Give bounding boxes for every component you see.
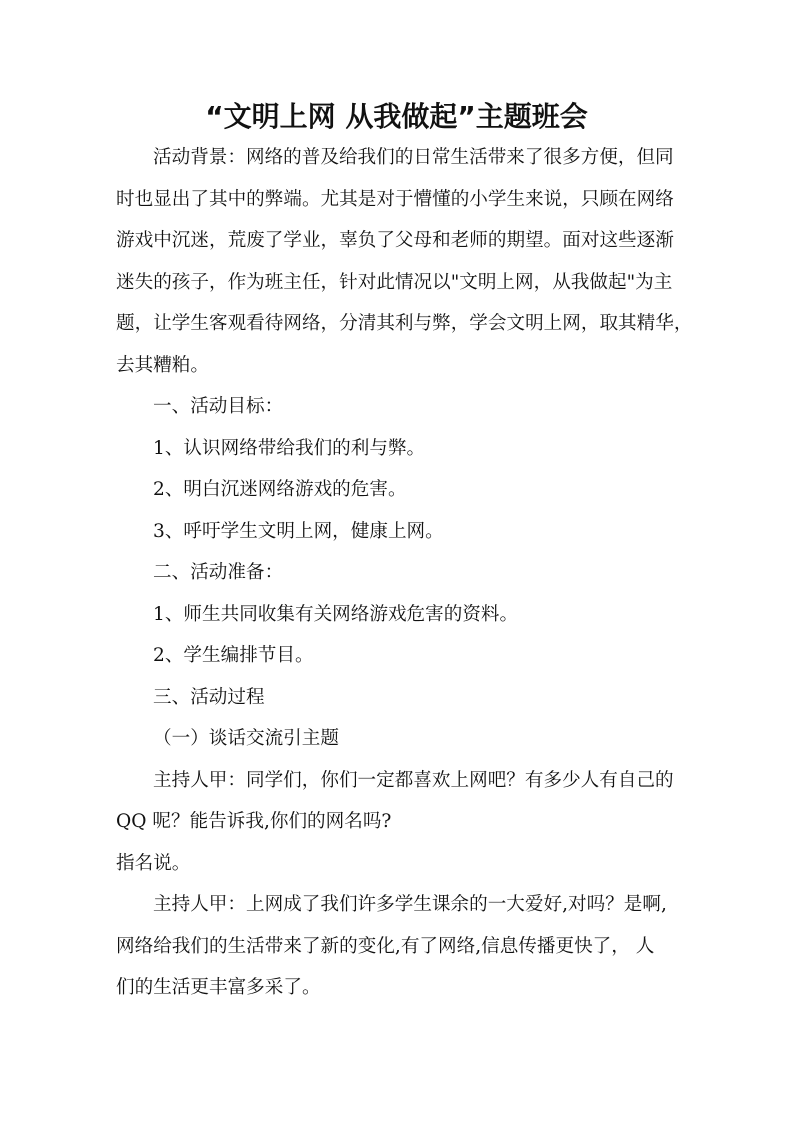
- text-line: 1、认识网络带给我们的利与弊。: [153, 437, 426, 459]
- text-line: 指名说。: [116, 852, 191, 874]
- text-line: 主持人甲：上网成了我们许多学生课余的一大爱好,对吗？是啊,: [153, 894, 667, 915]
- text-line: 主持人甲：同学们，你们一定都喜欢上网吧？有多少人有自己的: [153, 769, 674, 791]
- text-line: QQ 呢？能告诉我,你们的网名吗?: [116, 811, 392, 832]
- text-line: 迷失的孩子，作为班主任，针对此情况以"文明上网，从我做起"为主: [116, 271, 673, 293]
- text-line: 2、学生编排节目。: [153, 645, 314, 666]
- text-line: 三、活动过程: [153, 686, 265, 708]
- document-title: “文明上网 从我做起”主题班会: [205, 100, 588, 133]
- document-body: [116, 137, 693, 1009]
- text-line: 题，让学生客观看待网络，分清其利与弊，学会文明上网，取其精华，: [116, 313, 693, 334]
- text-line: 3、呼吁学生文明上网，健康上网。: [153, 520, 444, 542]
- text-line: 去其糟粕。: [116, 354, 209, 376]
- text-line: 游戏中沉迷，荒废了学业，辜负了父母和老师的期望。面对这些逐渐: [116, 230, 674, 251]
- text-line: 1、师生共同收集有关网络游戏危害的资料。: [153, 603, 519, 625]
- text-line: 2、明白沉迷网络游戏的危害。: [153, 479, 407, 500]
- text-line: 活动背景：网络的普及给我们的日常生活带来了很多方便，但同: [153, 147, 674, 168]
- text-line: 网络给我们的生活带来了新的变化,有了网络,信息传播更快了， 人: [116, 935, 655, 957]
- text-line: 二、活动准备：: [153, 562, 284, 583]
- text-line: 一、活动目标：: [153, 396, 284, 417]
- text-line: 们的生活更丰富多采了。: [116, 977, 321, 998]
- text-line: 时也显出了其中的弊端。尤其是对于懵懂的小学生来说，只顾在网络: [116, 188, 674, 210]
- text-line: （一）谈话交流引主题: [153, 728, 339, 749]
